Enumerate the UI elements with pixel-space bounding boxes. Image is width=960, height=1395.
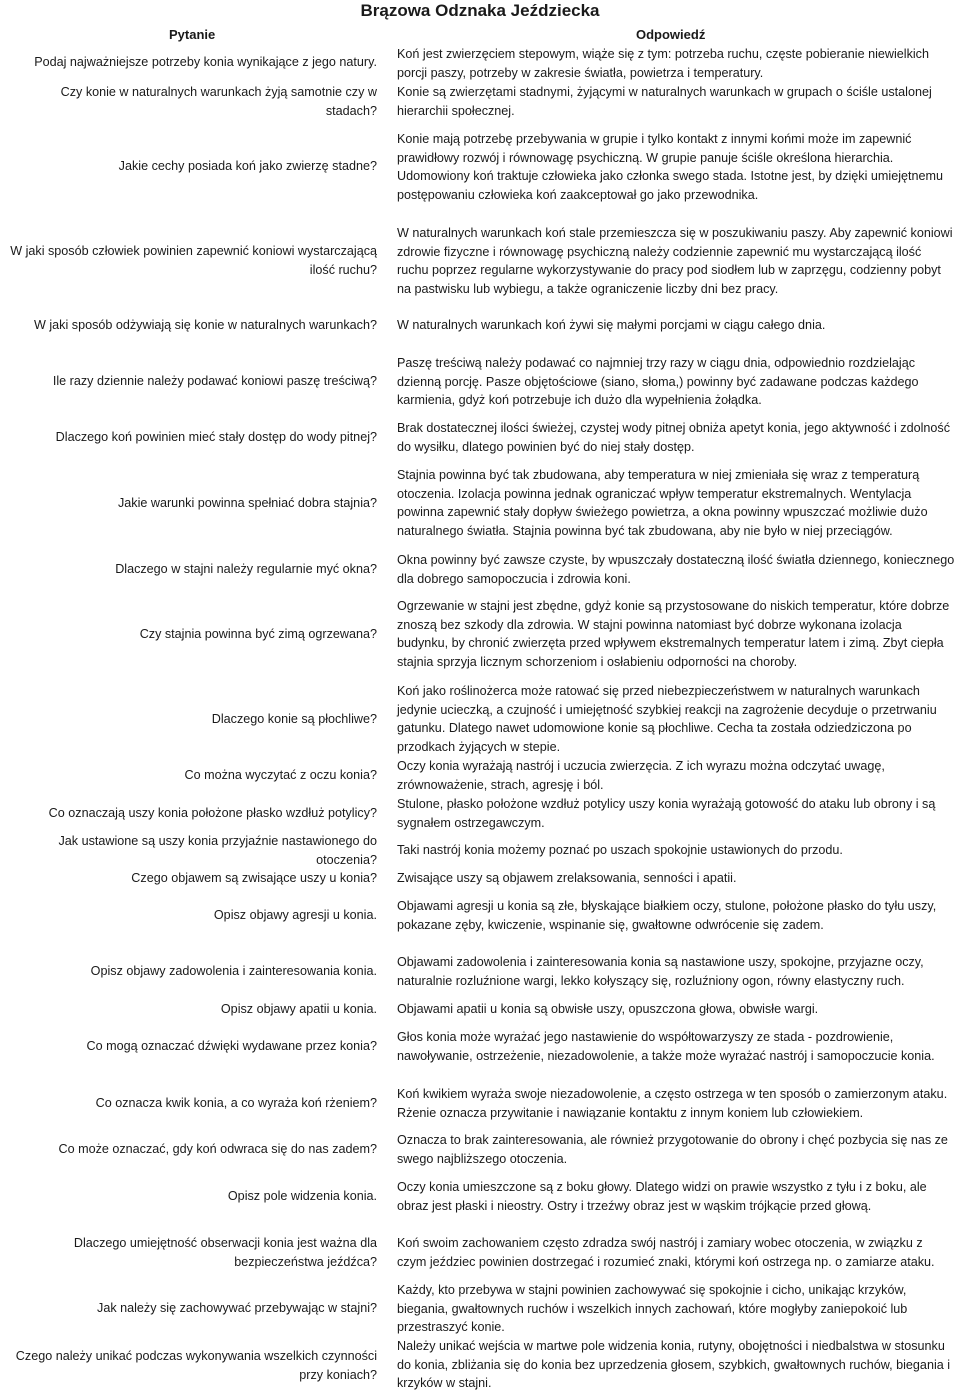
question-cell: Podaj najważniejsze potrzeby konia wynikające z jego natury. (34, 55, 377, 69)
question-cell: Jak należy się zachowywać przebywając w stajni? (97, 1301, 377, 1315)
question-cell: Opisz objawy apatii u konia. (220, 1002, 377, 1016)
answer-cell: Konie są zwierzętami stadnymi, żyjącymi w naturalnych warunkach w grupach o ściśle ustalonej hierarchii społecznej. (397, 85, 932, 118)
answer-cell: Należy unikać wejścia w martwe pole widzenia konia, rutyny, obojętności i niedbalstwa w stosunku do konia, zbliżania się do konia bez uprzedzenia głosem, szybkich, gwałtownych ruchów, biegania i krzyków w stajni. (397, 1339, 951, 1390)
question-cell: Czy stajnia powinna być zimą ogrzewana? (139, 627, 377, 641)
answer-cell: Ogrzewanie w stajni jest zbędne, gdyż konie są przystosowane do niskich temperatur, które dobrze znoszą bez szkody dla zdrowia. W stajni powinna natomiast być dobrze wykonana izolacja budynku, by chronić zwierzęta przed wpływem ekstremalnych temperatur latem i zimą. Zbyt ciepła stajnia sprzyja licznym schorzeniom i osłabieniu odporności na choroby. (397, 599, 950, 669)
question-cell: Ile razy dziennie należy podawać koniowi paszę treściwą? (52, 374, 377, 388)
answer-cell: Objawami zadowolenia i zainteresowania konia są nastawione uszy, spokojne, przyjazne oczy, naturalnie rozluźnione wargi, lekko kołyszący się, rozluźniony ogon, równy elastyczny ruch. (397, 955, 924, 988)
answer-cell: Każdy, kto przebywa w stajni powinien zachowywać się spokojnie i cicho, unikając krzyków, biegania, gwałtownych ruchów i wszelkich innych zachowań, które mogłyby zaniepokoić lub przestraszyć konie. (397, 1283, 908, 1334)
answer-cell: Koń jako roślinożerca może ratować się przed niebezpieczeństwem w naturalnych warunkach jedynie ucieczką, a czujność i umiejętność szybkiej reakcji na zagrożenie decyduje o przetrwaniu gatunku. Dlatego nawet udomowione konie są płochliwe. Cecha ta została odziedziczona po przodkach żyjących w stepie. (397, 684, 937, 754)
question-cell: Czego objawem są zwisające uszy u konia? (131, 871, 377, 885)
question-cell: Co oznacza kwik konia, a co wyraża koń rżeniem? (95, 1096, 377, 1110)
answer-cell: Taki nastrój konia możemy poznać po uszach spokojnie ustawionych do przodu. (397, 843, 843, 857)
question-cell: Opisz objawy zadowolenia i zainteresowania konia. (90, 964, 377, 978)
question-cell: Co mogą oznaczać dźwięki wydawane przez konia? (86, 1039, 377, 1053)
answer-cell: Brak dostatecznej ilości świeżej, czystej wody pitnej obniża apetyt konia, jego aktywność i zdolność do wysiłku, dlatego powinien być do niej stały dostęp. (397, 421, 950, 454)
answer-cell: Paszę treściwą należy podawać co najmniej trzy razy w ciągu dnia, odpowiednio rozdzielając dzienną porcję. Pasze objętościowe (siano, słoma,) powinny być zadawane podczas każdego karmienia, gdyż koń potrzebuje ich dużo dla wypełnienia żołądka. (397, 356, 919, 407)
answer-cell: Głos konia może wyrażać jego nastawienie do współtowarzyszy ze stada - pozdrowienie, nawoływanie, ostrzeżenie, niezadowolenie, a także może wyrażać nastrój i samopoczucie konia. (397, 1030, 935, 1063)
question-cell: Jak ustawione są uszy konia przyjaźnie nastawionego do otoczenia? (58, 834, 377, 867)
question-cell: Opisz pole widzenia konia. (227, 1189, 377, 1203)
question-cell: Co może oznaczać, gdy koń odwraca się do nas zadem? (58, 1142, 377, 1156)
question-cell: Dlaczego w stajni należy regularnie myć okna? (115, 562, 377, 576)
question-cell: Czy konie w naturalnych warunkach żyją samotnie czy w stadach? (60, 85, 377, 118)
answer-cell: Oczy konia wyrażają nastrój i uczucia zwierzęcia. Z ich wyrazu można odczytać uwagę, zrównoważenie, strach, agresję i ból. (397, 759, 885, 792)
answer-cell: Stulone, płasko położone wzdłuż potylicy uszy konia wyrażają gotowość do ataku lub obrony i są sygnałem ostrzegawczym. (397, 797, 936, 830)
document-title: Brązowa Odznaka Jeździecka (360, 1, 600, 20)
question-cell: Dlaczego koń powinien mieć stały dostęp do wody pitnej? (55, 430, 377, 444)
question-cell: Opisz objawy agresji u konia. (213, 908, 377, 922)
answer-cell: Konie mają potrzebę przebywania w grupie i tylko kontakt z innymi końmi może im zapewnić prawidłowy rozwój i równowagę psychiczną. W grupie panuje ściśle określona hierarchia. Udomowiony koń traktuje człowieka jako członka swego stada. Istotne jest, by dzięki umiejętnemu postępowaniu człowieka koń zaakceptował go jako przewodnika. (397, 132, 943, 202)
answer-cell: Stajnia powinna być tak zbudowana, aby temperatura w niej zmieniała się wraz z temperaturą otoczenia. Izolacja powinna jednak ograniczać wpływ temperatur ekstremalnych. Wentylacja powinna zapewnić stały dopływ świeżego powietrza, a okna powinny wpuszczać możliwie dużo naturalnego światła. Stajnia powinna być tak zbudowana, aby nie było w niej przeciągów. (397, 468, 928, 538)
answer-cell: Koń kwikiem wyraża swoje niezadowolenie, a często ostrzega w ten sposób o zamierzonym ataku. Rżenie oznacza przywitanie i nawiązanie kontaktu z innym koniem lub człowiekiem. (397, 1087, 948, 1120)
answer-cell: Objawami apatii u konia są obwisłe uszy, opuszczona głowa, obwisłe wargi. (397, 1002, 819, 1016)
answer-cell: Okna powinny być zawsze czyste, by wpuszczały dostateczną ilość światła dziennego, koniecznego dla dobrego samopoczucia i zdrowia koni. (397, 553, 955, 586)
question-cell: Co można wyczytać z oczu konia? (184, 768, 377, 782)
answer-cell: Oczy konia umieszczone są z boku głowy. Dlatego widzi on prawie wszystko z tyłu i z boku, ale obraz jest płaski i nieostry. Ostry i trzeźwy obraz jest w wąskim trójkącie przed głową. (397, 1180, 927, 1213)
question-cell: Dlaczego umiejętność obserwacji konia jest ważna dla bezpieczeństwa jeźdźca? (73, 1236, 377, 1269)
question-cell: W jaki sposób człowiek powinien zapewnić koniowi wystarczającą ilość ruchu? (10, 244, 377, 277)
question-cell: Dlaczego konie są płochliwe? (211, 712, 377, 726)
answer-cell: W naturalnych warunkach koń stale przemieszcza się w poszukiwaniu paszy. Aby zapewnić koniowi zdrowie fizyczne i równowagę psychiczną należy codziennie zapewnić mu wystarczającą ilość ruchu poprzez regularne wykorzystywanie do pracy pod siodłem lub w zaprzęgu, codzienny pobyt na pastwisku lub wybiegu, a także ograniczenie liczby dni bez pracy. (397, 226, 953, 296)
question-cell: Czego należy unikać podczas wykonywania wszelkich czynności przy koniach? (15, 1349, 377, 1382)
question-cell: Jakie warunki powinna spełniać dobra stajnia? (117, 496, 377, 510)
answer-cell: Koń jest zwierzęciem stepowym, wiąże się z tym: potrzeba ruchu, częste pobieranie niewielkich porcji paszy, potrzeby w zakresie światła, powietrza i temperatury. (397, 47, 929, 80)
answer-cell: Zwisające uszy są objawem zrelaksowania, senności i apatii. (397, 871, 737, 885)
answer-cell: Oznacza to brak zainteresowania, ale również przygotowanie do obrony i chęć pozbycia się nas ze swego najbliższego otoczenia. (397, 1133, 948, 1166)
question-cell: Jakie cechy posiada koń jako zwierzę stadne? (118, 159, 377, 173)
answer-cell: Koń swoim zachowaniem często zdradza swój nastrój i zamiary wobec otoczenia, w związku z czym jeździec powinien dostrzegać i rozumieć znaki, którymi koń ostrzega np. o zamiarze ataku. (397, 1236, 935, 1269)
question-cell: Co oznaczają uszy konia położone płasko wzdłuż potylicy? (48, 806, 377, 820)
question-cell: W jaki sposób odżywiają się konie w naturalnych warunkach? (33, 318, 377, 332)
column-header-question: Pytanie (169, 27, 216, 42)
column-header-answer: Odpowiedź (636, 27, 706, 42)
answer-cell: Objawami agresji u konia są złe, błyskające białkiem oczy, stulone, położone płasko do tyłu uszy, pokazane zęby, kwiczenie, wspinanie się, gwałtowne odwrócenie się zadem. (397, 899, 937, 932)
answer-cell: W naturalnych warunkach koń żywi się małymi porcjami w ciągu całego dnia. (397, 318, 826, 332)
